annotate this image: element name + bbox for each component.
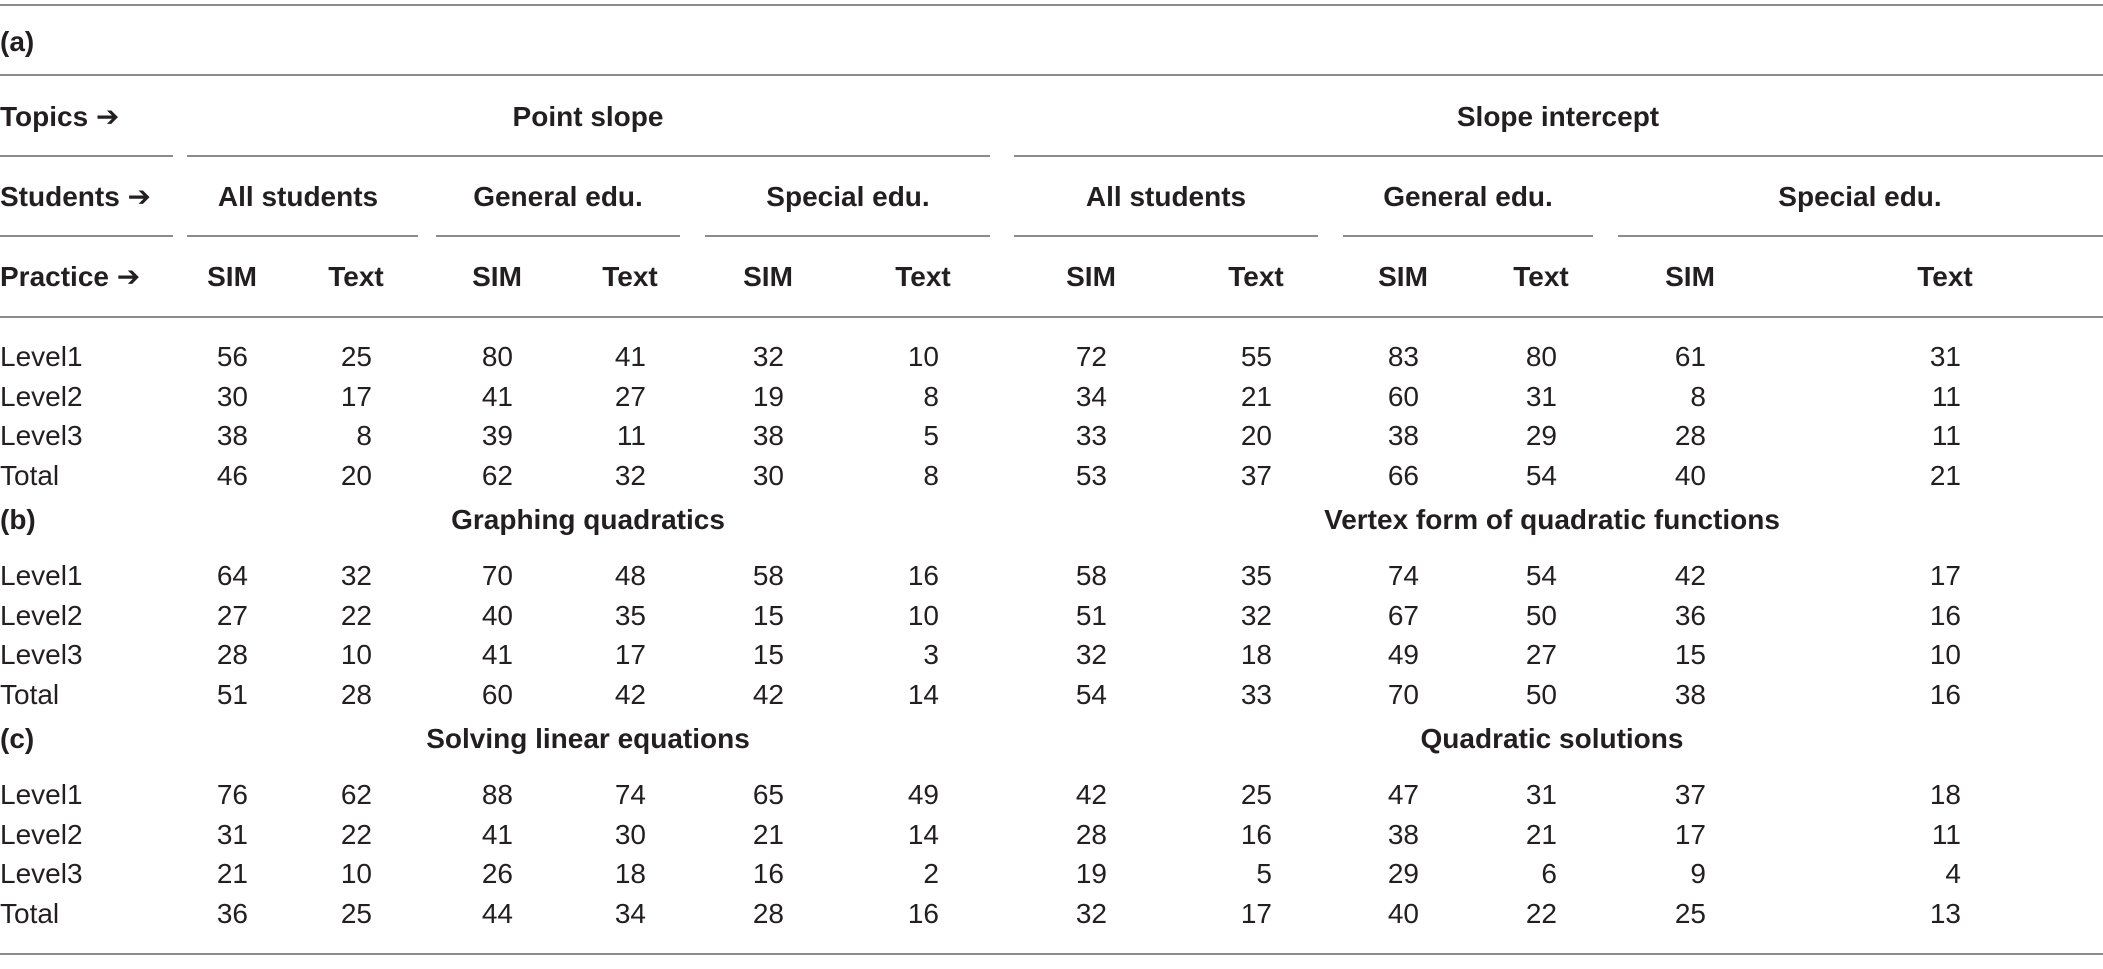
table-cell: 48 bbox=[614, 560, 646, 591]
table-cell: 19 bbox=[752, 381, 784, 412]
table-cell: 80 bbox=[481, 341, 513, 372]
table-cell: 11 bbox=[1931, 420, 1961, 451]
table-cell: 88 bbox=[481, 779, 513, 810]
table-cell: 40 bbox=[1674, 460, 1706, 491]
row-label: Level3 bbox=[0, 639, 83, 670]
practice-column-header: Text bbox=[1917, 261, 1973, 292]
table-cell: 17 bbox=[340, 381, 372, 412]
practice-column-header: SIM bbox=[1066, 261, 1116, 292]
table-cell: 11 bbox=[1931, 819, 1961, 850]
table-cell: 37 bbox=[1674, 779, 1706, 810]
table-cell: 16 bbox=[907, 898, 939, 929]
row-label: Level1 bbox=[0, 560, 83, 591]
table-cell: 38 bbox=[1387, 819, 1419, 850]
table-cell: 61 bbox=[1674, 341, 1706, 372]
table-cell: 42 bbox=[1674, 560, 1706, 591]
table-cell: 42 bbox=[614, 679, 646, 710]
table-cell: 56 bbox=[216, 341, 248, 372]
table-cell: 17 bbox=[614, 639, 646, 670]
student-group-header: General edu. bbox=[473, 181, 643, 212]
table-cell: 4 bbox=[1945, 858, 1961, 889]
section-topic-right: Quadratic solutions bbox=[1420, 723, 1684, 754]
practice-column-header: Text bbox=[895, 261, 951, 292]
section-label: (b) bbox=[0, 504, 36, 535]
table-cell: 50 bbox=[1525, 600, 1557, 631]
practice-column-header: SIM bbox=[743, 261, 793, 292]
table-cell: 26 bbox=[481, 858, 513, 889]
table-cell: 21 bbox=[216, 858, 248, 889]
row-label: Level1 bbox=[0, 341, 83, 372]
section-topic-left: Graphing quadratics bbox=[451, 504, 725, 535]
section-label: (c) bbox=[0, 723, 35, 754]
table-cell: 11 bbox=[1931, 381, 1961, 412]
table-cell: 6 bbox=[1541, 858, 1557, 889]
table-cell: 5 bbox=[1256, 858, 1272, 889]
table-cell: 41 bbox=[481, 639, 513, 670]
table-cell: 60 bbox=[481, 679, 513, 710]
students-rule-label bbox=[0, 235, 173, 237]
table-cell: 41 bbox=[481, 819, 513, 850]
table-cell: 38 bbox=[752, 420, 784, 451]
table-cell: 30 bbox=[752, 460, 784, 491]
table-cell: 51 bbox=[1075, 600, 1107, 631]
section-topic-left: Solving linear equations bbox=[426, 723, 750, 754]
row-label: Total bbox=[0, 460, 60, 491]
table-cell: 74 bbox=[614, 779, 646, 810]
table-cell: 27 bbox=[1525, 639, 1557, 670]
table-cell: 33 bbox=[1075, 420, 1107, 451]
table-cell: 20 bbox=[340, 460, 372, 491]
practice-column-header: Text bbox=[1228, 261, 1284, 292]
table-cell: 18 bbox=[1929, 779, 1961, 810]
table-cell: 62 bbox=[481, 460, 513, 491]
table-cell: 8 bbox=[356, 420, 372, 451]
table-cell: 41 bbox=[481, 381, 513, 412]
table-cell: 34 bbox=[1075, 381, 1107, 412]
practice-column-header: Text bbox=[602, 261, 658, 292]
table-cell: 20 bbox=[1240, 420, 1272, 451]
practice-column-header: Text bbox=[1513, 261, 1569, 292]
table-cell: 38 bbox=[1674, 679, 1706, 710]
practice-column-header: Text bbox=[328, 261, 384, 292]
table-cell: 70 bbox=[481, 560, 513, 591]
topics-rule-slope-intercept bbox=[1014, 155, 2103, 157]
students-rule-group-5 bbox=[1343, 235, 1593, 237]
table-cell: 76 bbox=[216, 779, 248, 810]
topic-point-slope: Point slope bbox=[512, 101, 664, 132]
table-cell: 14 bbox=[907, 819, 939, 850]
student-group-header: Special edu. bbox=[1778, 181, 1942, 212]
table-cell: 16 bbox=[752, 858, 784, 889]
table-cell: 28 bbox=[1075, 819, 1107, 850]
table-cell: 42 bbox=[1075, 779, 1107, 810]
table-cell: 10 bbox=[340, 858, 372, 889]
table-cell: 13 bbox=[1929, 898, 1961, 929]
table-cell: 27 bbox=[614, 381, 646, 412]
table-cell: 83 bbox=[1387, 341, 1419, 372]
table-cell: 36 bbox=[1674, 600, 1706, 631]
table-cell: 29 bbox=[1387, 858, 1419, 889]
table-cell: 38 bbox=[216, 420, 248, 451]
table-cell: 44 bbox=[481, 898, 513, 929]
table-cell: 16 bbox=[1240, 819, 1272, 850]
row-label: Level2 bbox=[0, 381, 83, 412]
student-group-header: Special edu. bbox=[766, 181, 930, 212]
panel-label-a: (a) bbox=[0, 26, 35, 57]
bottom-rule bbox=[0, 953, 2103, 955]
table-cell: 28 bbox=[340, 679, 372, 710]
table-cell: 62 bbox=[340, 779, 372, 810]
table-cell: 2 bbox=[923, 858, 939, 889]
table-cell: 49 bbox=[907, 779, 939, 810]
students-rule-group-2 bbox=[436, 235, 680, 237]
row-label: Level2 bbox=[0, 819, 83, 850]
table-cell: 36 bbox=[216, 898, 248, 929]
table-cell: 67 bbox=[1387, 600, 1419, 631]
row-label: Total bbox=[0, 679, 60, 710]
table-cell: 22 bbox=[1525, 898, 1557, 929]
table-cell: 10 bbox=[1929, 639, 1961, 670]
row-label: Total bbox=[0, 898, 60, 929]
practice-column-header: SIM bbox=[1665, 261, 1715, 292]
table-cell: 72 bbox=[1075, 341, 1107, 372]
table-cell: 15 bbox=[752, 600, 784, 631]
table-cell: 33 bbox=[1240, 679, 1272, 710]
table-cell: 17 bbox=[1674, 819, 1706, 850]
table-cell: 9 bbox=[1690, 858, 1706, 889]
table-cell: 38 bbox=[1387, 420, 1419, 451]
table-cell: 30 bbox=[614, 819, 646, 850]
table-cell: 37 bbox=[1240, 460, 1272, 491]
practice-rule bbox=[0, 316, 2103, 318]
table-cell: 28 bbox=[1674, 420, 1706, 451]
practice-row-label: Practice ➔ bbox=[0, 261, 141, 292]
table-cell: 64 bbox=[216, 560, 248, 591]
students-rule-group-6 bbox=[1618, 235, 2103, 237]
table-cell: 14 bbox=[907, 679, 939, 710]
table-cell: 10 bbox=[907, 600, 939, 631]
table-cell: 15 bbox=[1674, 639, 1706, 670]
table-cell: 25 bbox=[1240, 779, 1272, 810]
table-cell: 40 bbox=[481, 600, 513, 631]
table-cell: 25 bbox=[340, 341, 372, 372]
row-label: Level1 bbox=[0, 779, 83, 810]
table-cell: 18 bbox=[1240, 639, 1272, 670]
topics-rule-left-label bbox=[0, 155, 173, 157]
table-cell: 39 bbox=[481, 420, 513, 451]
table-cell: 27 bbox=[216, 600, 248, 631]
table-cell: 25 bbox=[340, 898, 372, 929]
table-cell: 35 bbox=[614, 600, 646, 631]
section-topic-right: Vertex form of quadratic functions bbox=[1324, 504, 1780, 535]
table-cell: 66 bbox=[1387, 460, 1419, 491]
table-cell: 58 bbox=[752, 560, 784, 591]
topics-row-label: Topics ➔ bbox=[0, 101, 120, 132]
table-cell: 21 bbox=[1929, 460, 1961, 491]
table-cell: 21 bbox=[1525, 819, 1557, 850]
students-rule-group-3 bbox=[705, 235, 990, 237]
table-cell: 3 bbox=[923, 639, 939, 670]
row-label: Level2 bbox=[0, 600, 83, 631]
table-cell: 16 bbox=[907, 560, 939, 591]
practice-column-header: SIM bbox=[472, 261, 522, 292]
table-cell: 29 bbox=[1525, 420, 1557, 451]
table-cell: 46 bbox=[216, 460, 248, 491]
table-cell: 58 bbox=[1075, 560, 1107, 591]
table-cell: 31 bbox=[1525, 381, 1557, 412]
table-cell: 70 bbox=[1387, 679, 1419, 710]
table-cell: 17 bbox=[1929, 560, 1961, 591]
table-cell: 31 bbox=[1525, 779, 1557, 810]
student-group-header: All students bbox=[217, 181, 379, 212]
table-cell: 42 bbox=[752, 679, 784, 710]
table-cell: 22 bbox=[340, 600, 372, 631]
table-cell: 25 bbox=[1674, 898, 1706, 929]
table-cell: 16 bbox=[1929, 679, 1961, 710]
table-cell: 53 bbox=[1075, 460, 1107, 491]
student-group-header: All students bbox=[1085, 181, 1247, 212]
students-row-label: Students ➔ bbox=[0, 181, 152, 212]
table-cell: 50 bbox=[1525, 679, 1557, 710]
table-cell: 54 bbox=[1075, 679, 1107, 710]
table-cell: 40 bbox=[1387, 898, 1419, 929]
table-cell: 15 bbox=[752, 639, 784, 670]
student-group-header: General edu. bbox=[1383, 181, 1553, 212]
table-cell: 60 bbox=[1387, 381, 1419, 412]
table-cell: 32 bbox=[614, 460, 646, 491]
table-cell: 21 bbox=[752, 819, 784, 850]
table-cell: 35 bbox=[1240, 560, 1272, 591]
table-cell: 32 bbox=[1075, 898, 1107, 929]
panel-a-rule bbox=[0, 74, 2103, 76]
table-cell: 10 bbox=[340, 639, 372, 670]
students-rule-group-4 bbox=[1014, 235, 1318, 237]
table-cell: 5 bbox=[923, 420, 939, 451]
table-cell: 22 bbox=[340, 819, 372, 850]
practice-column-header: SIM bbox=[1378, 261, 1428, 292]
table-cell: 54 bbox=[1525, 460, 1557, 491]
table-cell: 34 bbox=[614, 898, 646, 929]
table-cell: 30 bbox=[216, 381, 248, 412]
table-cell: 51 bbox=[216, 679, 248, 710]
table-cell: 31 bbox=[216, 819, 248, 850]
table-cell: 18 bbox=[614, 858, 646, 889]
table-cell: 32 bbox=[1240, 600, 1272, 631]
topics-rule-point-slope bbox=[187, 155, 990, 157]
table-cell: 74 bbox=[1387, 560, 1419, 591]
table-cell: 55 bbox=[1240, 341, 1272, 372]
table-cell: 28 bbox=[216, 639, 248, 670]
table-cell: 8 bbox=[923, 381, 939, 412]
table-cell: 16 bbox=[1929, 600, 1961, 631]
table-cell: 8 bbox=[923, 460, 939, 491]
table-cell: 32 bbox=[340, 560, 372, 591]
row-label: Level3 bbox=[0, 858, 83, 889]
students-rule-group-1 bbox=[187, 235, 418, 237]
table-cell: 54 bbox=[1525, 560, 1557, 591]
table-cell: 31 bbox=[1929, 341, 1961, 372]
table-cell: 11 bbox=[616, 420, 646, 451]
table-cell: 8 bbox=[1690, 381, 1706, 412]
top-rule bbox=[0, 4, 2103, 6]
table-cell: 49 bbox=[1387, 639, 1419, 670]
practice-column-header: SIM bbox=[207, 261, 257, 292]
table-cell: 17 bbox=[1240, 898, 1272, 929]
table-cell: 28 bbox=[752, 898, 784, 929]
table-cell: 19 bbox=[1075, 858, 1107, 889]
table-cell: 10 bbox=[907, 341, 939, 372]
table-cell: 32 bbox=[752, 341, 784, 372]
table-cell: 65 bbox=[752, 779, 784, 810]
table-cell: 32 bbox=[1075, 639, 1107, 670]
table-cell: 21 bbox=[1240, 381, 1272, 412]
table-cell: 80 bbox=[1525, 341, 1557, 372]
table-cell: 41 bbox=[614, 341, 646, 372]
row-label: Level3 bbox=[0, 420, 83, 451]
topic-slope-intercept: Slope intercept bbox=[1456, 101, 1660, 132]
table-cell: 47 bbox=[1387, 779, 1419, 810]
